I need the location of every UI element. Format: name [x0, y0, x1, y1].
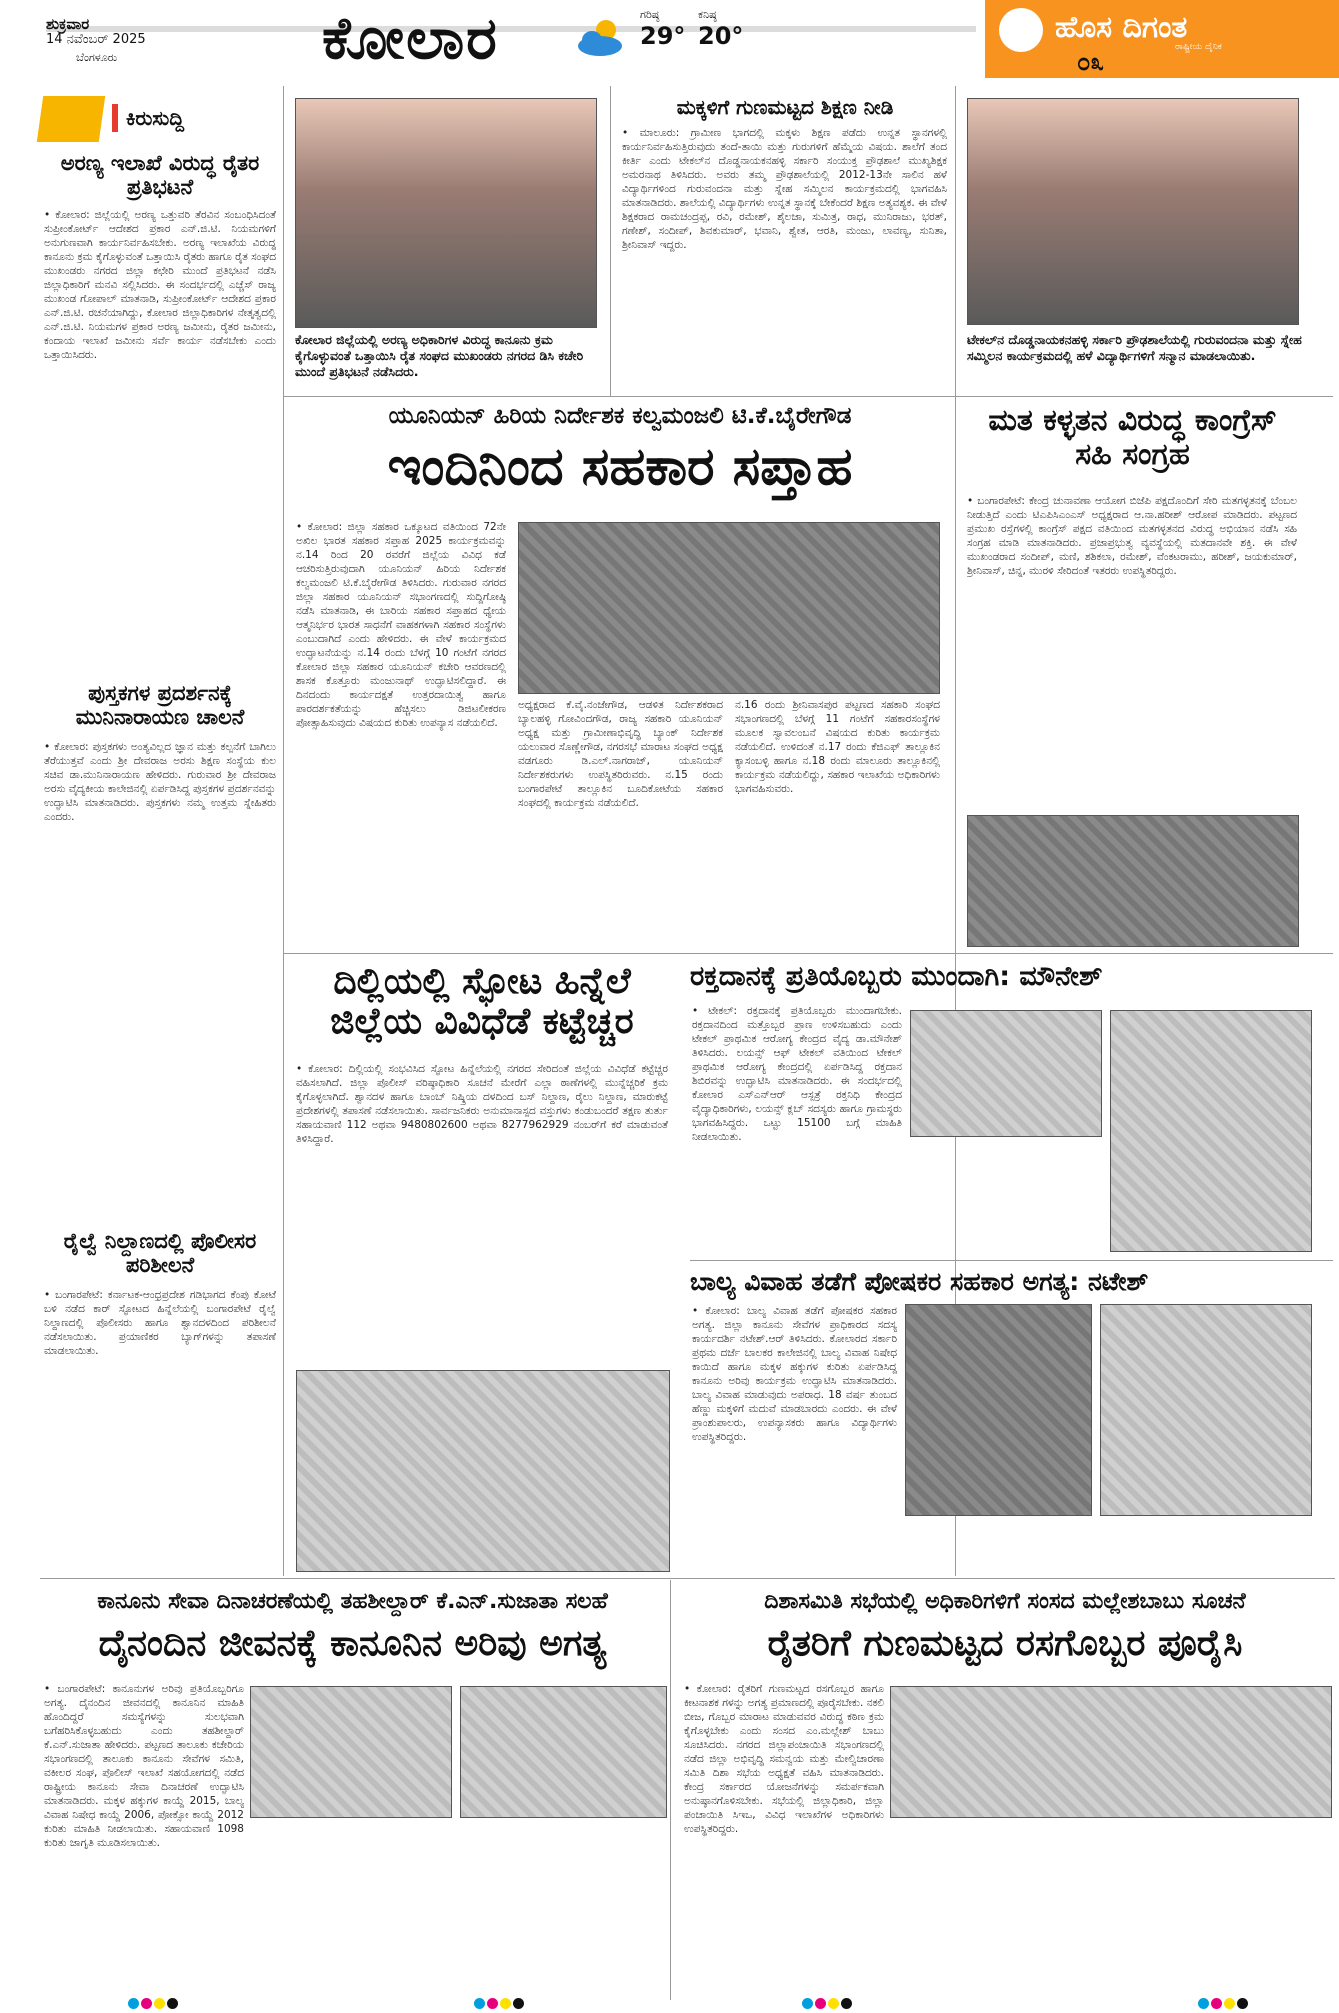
blood-camp-photo	[910, 1010, 1102, 1137]
temp-min: 20°	[698, 22, 744, 50]
brief-body: • ಕೋಲಾರ: ಪುಸ್ತಕಗಳು ಅಂತ್ಯವಿಲ್ಲದ ಜ್ಞಾನ ಮತ್ತು ಕಲ್ಪನೆಗೆ ಬಾಗಿಲು ತೆರೆಯುತ್ತವೆ ಎಂದು ಶ್ರೀ ದೇವರಾಜ ಅರಸು ಶಿಕ್ಷಣ ಸಂಸ್ಥೆಯ ಕುಲ ಸಚಿವ ಡಾ.ಮುನಿನಾರಾಯಣ ಹೇಳಿದರು. ಗುರುವಾರ ಶ್ರೀ ದೇವರಾಜ ಅರಸು ವೈದ್ಯಕೀಯ ಕಾಲೇಜಿನಲ್ಲಿ ಏರ್ಪಡಿಸಿದ್ದ ಪುಸ್ತಕಗಳ ಪ್ರದರ್ಶನವನ್ನು ಉದ್ಘಾಟಿಸಿ ಮಾತನಾಡಿದರು. ಪುಸ್ತಕಗಳು ನಮ್ಮ ಉತ್ತಮ ಸ್ನೇಹಿತರು ಎಂದರು.	[44, 741, 276, 823]
article-headline: ಬಾಲ್ಯ ವಿವಾಹ ತಡೆಗೆ ಪೋಷಕರ ಸಹಕಾರ ಅಗತ್ಯ: ನಟೇಶ್	[690, 1267, 1149, 1296]
photo-caption: ಕೋಲಾರ ಜಿಲ್ಲೆಯಲ್ಲಿ ಅರಣ್ಯ ಅಧಿಕಾರಿಗಳ ವಿರುದ್ಧ ಕಾನೂನು ಕ್ರಮ ಕೈಗೊಳ್ಳುವಂತೆ ಒತ್ತಾಯಿಸಿ ರೈತ ಸಂಘದ ಮುಖಂಡರು ನಗರದ ಡಿಸಿ ಕಚೇರಿ ಮುಂದೆ ಪ್ರತಿಭಟನೆ ನಡೆಸಿದರು.	[295, 332, 584, 379]
section-rule	[690, 1260, 1333, 1261]
article-heading: ಮಕ್ಕಳಿಗೆ ಗುಣಮಟ್ಟದ ಶಿಕ್ಷಣ ನೀಡಿ	[676, 95, 894, 119]
color-register-marks	[474, 1994, 526, 2006]
temp-min-label: ಕನಿಷ್ಠ	[698, 8, 717, 21]
article-body: • ಬಂಗಾರಪೇಟೆ: ಕೇಂದ್ರ ಚುನಾವಣಾ ಆಯೋಗ ಬಿಜೆಪಿ ಪಕ್ಷದೊಂದಿಗೆ ಸೇರಿ ಮತಗಳ್ಳತನಕ್ಕೆ ಬೆಂಬಲ ನೀಡುತ್ತಿದೆ ಎಂದು ಟಿಎಪಿಸಿಎಂಎಸ್ ಅಧ್ಯಕ್ಷರಾದ ಆ.ನಾ.ಹರೀಶ್ ಆರೋಪ ಮಾಡಿದರು. ಪಟ್ಟಣದ ಪ್ರಮುಖ ರಸ್ತೆಗಳಲ್ಲಿ ಕಾಂಗ್ರೆಸ್ ಪಕ್ಷದ ವತಿಯಿಂದ ಮತಗಳ್ಳತನದ ವಿರುದ್ಧ ಅಭಿಯಾನ ನಡೆಸಿ ಸಹಿ ಸಂಗ್ರಹ ಮಾಡಿ ಮಾತನಾಡಿದರು. ಪ್ರಜಾಪ್ರಭುತ್ವ ವ್ಯವಸ್ಥೆಯಲ್ಲಿ ಮತದಾನವೇ ಶಕ್ತಿ. ಈ ವೇಳೆ ಮುಖಂಡರಾದ ಸಂದೀಪ್, ಮಣಿ, ಶಶಿಕಲಾ, ರಮೇಶ್, ವೆಂಕಟರಾಮು, ಹರೀಶ್, ಜಯಕುಮಾರ್, ಶ್ರೀನಿವಾಸ್, ಚಿನ್ನ, ಮುರಳಿ ಸೇರಿದಂತೆ ಇತರರು ಉಪಸ್ಥಿತರಿದ್ದರು.	[967, 495, 1297, 577]
photo-caption: ಟೇಕಲ್‌ನ ದೊಡ್ಡನಾಯಕನಹಳ್ಳಿ ಸರ್ಕಾರಿ ಪ್ರೌಢಶಾಲೆಯಲ್ಲಿ ಗುರುವಂದನಾ ಮತ್ತು ಸ್ನೇಹ ಸಮ್ಮಿಲನ ಕಾರ್ಯಕ್ರಮದಲ್ಲಿ ಹಳೆ ವಿದ್ಯಾರ್ಥಿಗಳಿಗೆ ಸನ್ಮಾನ ಮಾಡಲಾಯಿತು.	[967, 332, 1302, 363]
kiru-suddi-label	[40, 96, 262, 142]
awareness-program-photo	[905, 1304, 1092, 1516]
edition-title: ಕೋಲಾರ	[322, 4, 499, 72]
date-block	[46, 16, 146, 66]
legal-day-photo	[250, 1686, 452, 1818]
article-body: • ಕೋಲಾರ: ಬಾಲ್ಯ ವಿವಾಹ ತಡೆಗೆ ಪೋಷಕರ ಸಹಕಾರ ಅಗತ್ಯ. ಜಿಲ್ಲಾ ಕಾನೂನು ಸೇವೆಗಳ ಪ್ರಾಧಿಕಾರದ ಸದಸ್ಯ ಕಾರ್ಯದರ್ಶಿ ನಟೇಶ್.ಆರ್ ತಿಳಿಸಿದರು. ಕೋಲಾರದ ಸರ್ಕಾರಿ ಪ್ರಥಮ ದರ್ಜೆ ಬಾಲಕರ ಕಾಲೇಜಿನಲ್ಲಿ ಬಾಲ್ಯ ವಿವಾಹ ನಿಷೇಧ ಕಾಯಿದೆ ಹಾಗೂ ಮಕ್ಕಳ ಹಕ್ಕುಗಳ ಕುರಿತು ಏರ್ಪಡಿಸಿದ್ದ ಕಾನೂನು ಅರಿವು ಕಾರ್ಯಕ್ರಮ ಉದ್ಘಾಟಿಸಿ ಮಾತನಾಡಿದರು. ಬಾಲ್ಯ ವಿವಾಹ ಮಾಡುವುದು ಅಪರಾಧ. 18 ವರ್ಷ ತುಂಬದ ಹೆಣ್ಣು ಮಕ್ಕಳಿಗೆ ಮದುವೆ ಮಾಡಬಾರದು ಎಂದರು. ಈ ವೇಳೆ ಪ್ರಾಂಶುಪಾಲರು, ಉಪನ್ಯಾಸಕರು ಹಾಗೂ ವಿದ್ಯಾರ್ಥಿಗಳು ಉಪಸ್ಥಿತರಿದ್ದರು.	[692, 1305, 897, 1443]
article-kicker: ದಿಶಾಸಮಿತಿ ಸಭೆಯಲ್ಲಿ ಅಧಿಕಾರಿಗಳಿಗೆ ಸಂಸದ ಮಲ್ಲೇಶಬಾಬು ಸೂಚನೆ	[764, 1589, 1246, 1614]
date: 14 ನವೆಂಬರ್ 2025	[46, 32, 146, 47]
column-rule	[610, 86, 611, 396]
temp-max-label: ಗರಿಷ್ಠ	[640, 8, 660, 21]
article-body: • ಕೋಲಾರ: ಜಿಲ್ಲಾ ಸಹಕಾರ ಒಕ್ಕೂಟದ ವತಿಯಿಂದ 72ನೇ ಅಖಿಲ ಭಾರತ ಸಹಕಾರ ಸಪ್ತಾಹ 2025 ಕಾರ್ಯಕ್ರಮವನ್ನು ನ.14 ರಿಂದ 20 ರವರೆಗೆ ಜಿಲ್ಲೆಯ ವಿವಿಧ ಕಡೆ ಆಚರಿಸುತ್ತಿರುವುದಾಗಿ ಯೂನಿಯನ್ ಹಿರಿಯ ನಿರ್ದೇಶಕ ಕಲ್ವಮಂಜಲಿ ಟಿ.ಕೆ.ಬೈರೇಗೌಡ ತಿಳಿಸಿದರು. ಗುರುವಾರ ನಗರದ ಜಿಲ್ಲಾ ಸಹಕಾರ ಯೂನಿಯನ್ ಸಭಾಂಗಣದಲ್ಲಿ ಸುದ್ದಿಗೋಷ್ಠಿ ನಡೆಸಿ ಮಾತನಾಡಿ, ಈ ಬಾರಿಯ ಸಹಕಾರ ಸಪ್ತಾಹದ ಧ್ಯೇಯ ಆತ್ಮನಿರ್ಭರ ಭಾರತ ಸಾಧನೆಗೆ ವಾಹಕಗಳಾಗಿ ಸಹಕಾರ ಸಂಸ್ಥೆಗಳು ಎಂಬುದಾಗಿದೆ ಎಂದು ಹೇಳಿದರು. ಈ ವೇಳೆ ಕಾರ್ಯಕ್ರಮದ ಉದ್ಘಾಟನೆಯನ್ನು ನ.14 ರಂದು ಬೆಳಗ್ಗೆ 10 ಗಂಟೆಗೆ ನಗರದ ಕೋಲಾರ ಜಿಲ್ಲಾ ಸಹಕಾರ ಯೂನಿಯನ್ ಕಚೇರಿ ಆವರಣದಲ್ಲಿ ಶಾಸಕ ಕೊತ್ತೂರು ಮಂಜುನಾಥ್ ಉದ್ಘಾಟಿಸಲಿದ್ದಾರೆ. ಈ ದಿನದಂದು ಕಾರ್ಯದಕ್ಷತೆ ಉತ್ತರದಾಯಿತ್ವ ಹಾಗೂ ಪಾರದರ್ಶಕತೆಯನ್ನು ಹೆಚ್ಚಿಸಲು ಡಿಜಿಟಲೀಕರಣ ಪೋತ್ಸಾಹಿಸುವುದು ವಿಷಯದ ಕುರಿತು ಉಪನ್ಯಾಸ ನಡೆಯಲಿದೆ.	[296, 521, 506, 729]
weekday: ಶುಕ್ರವಾರ	[46, 15, 90, 33]
felicitation-photo	[967, 98, 1299, 325]
article-body: ಅಧ್ಯಕ್ಷರಾದ ಕೆ.ವೈ.ನಂಜೇಗೌಡ, ಆಡಳಿತ ನಿರ್ದೇಶಕರಾದ ಬ್ಯಾಲಹಳ್ಳಿ ಗೋವಿಂದಗೌಡ, ರಾಜ್ಯ ಸಹಕಾರಿ ಯೂನಿಯನ್ ಅಧ್ಯಕ್ಷ ಮತ್ತು ಗ್ರಾಮೀಣಾಭಿವೃದ್ಧಿ ಬ್ಯಾಂಕ್ ನಿರ್ದೇಶಕ ಯಲುವಾರ ಸೊಣ್ಣೇಗೌಡ, ನಗರಸಭೆ ಮಾರಾಟ ಸಂಘದ ಅಧ್ಯಕ್ಷ ವಡಗೂರು ಡಿ.ಎಲ್.ನಾಗರಾಜ್, ಯೂನಿಯನ್ ನಿರ್ದೇಶಕರುಗಳು ಉಪಸ್ಥಿತರಿರುವರು. ನ.15 ರಂದು ಬಂಗಾರಪೇಟೆ ತಾಲ್ಲೂಕಿನ ಬೂದಿಕೋಟೆಯ ಸಹಕಾರ ಸಂಘದಲ್ಲಿ ಕಾರ್ಯಕ್ರಮ ನಡೆಯಲಿದೆ.	[518, 699, 723, 809]
press-meet-photo	[518, 522, 940, 694]
brief-heading: ಪುಸ್ತಕಗಳ ಪ್ರದರ್ಶನಕ್ಕೆ ಮುನಿನಾರಾಯಣ ಚಾಲನೆ	[75, 681, 245, 729]
article-headline: ಮತ ಕಳ್ಳತನ ವಿರುದ್ಧ ಕಾಂಗ್ರೆಸ್ ಸಹಿ ಸಂಗ್ರಹ	[988, 403, 1277, 472]
awareness-program-photo-2	[1100, 1304, 1312, 1516]
color-register-marks	[128, 1994, 180, 2006]
section-label: ಕಿರುಸುದ್ದಿ	[112, 104, 250, 132]
column-rule	[283, 86, 284, 1576]
weather-icon	[572, 18, 624, 48]
brief-heading: ಅರಣ್ಯ ಇಲಾಖೆ ವಿರುದ್ಧ ರೈತರ ಪ್ರತಿಭಟನೆ	[60, 151, 260, 199]
section-rule	[283, 396, 1333, 397]
column-rule	[670, 1580, 671, 2000]
temp-max: 29°	[640, 22, 686, 50]
hand-icon	[37, 96, 105, 142]
article-headline: ಇಂದಿನಿಂದ ಸಹಕಾರ ಸಪ್ತಾಹ	[387, 437, 853, 497]
article-body: • ಕೋಲಾರ: ರೈತರಿಗೆ ಗುಣಮಟ್ಟದ ರಸಗೊಬ್ಬರ ಹಾಗೂ ಕೀಟನಾಶಕ ಗಳನ್ನು ಅಗತ್ಯ ಪ್ರಮಾಣದಲ್ಲಿ ಪೂರೈಸಬೇಕು. ನಕಲಿ ಬೀಜ, ಗೊಬ್ಬರ ಮಾರಾಟ ಮಾಡುವವರ ವಿರುದ್ಧ ಕಠಿಣ ಕ್ರಮ ಕೈಗೊಳ್ಳಬೇಕು ಎಂದು ಸಂಸದ ಎಂ.ಮಲ್ಲೇಶ್ ಬಾಬು ಸೂಚಿಸಿದರು. ನಗರದ ಜಿಲ್ಲಾಪಂಚಾಯಿತಿ ಸಭಾಂಗಣದಲ್ಲಿ ನಡೆದ ಜಿಲ್ಲಾ ಅಭಿವೃದ್ಧಿ ಸಮನ್ವಯ ಮತ್ತು ಮೇಲ್ವಿಚಾರಣಾ ಸಮಿತಿ ದಿಶಾ ಸಭೆಯ ಅಧ್ಯಕ್ಷತೆ ವಹಿಸಿ ಮಾತನಾಡಿದರು. ಕೇಂದ್ರ ಸರ್ಕಾರದ ಯೋಜನೆಗಳನ್ನು ಸಮರ್ಪಕವಾಗಿ ಅನುಷ್ಠಾನಗೊಳಿಸಬೇಕು. ಸಭೆಯಲ್ಲಿ ಜಿಲ್ಲಾಧಿಕಾರಿ, ಜಿಲ್ಲಾ ಪಂಚಾಯಿತಿ ಸಿಇಒ, ವಿವಿಧ ಇಲಾಖೆಗಳ ಅಧಿಕಾರಿಗಳು ಉಪಸ್ಥಿತರಿದ್ದರು.	[684, 1683, 884, 1835]
brand-logo-icon	[999, 8, 1043, 52]
article-headline: ದಿಲ್ಲಿಯಲ್ಲಿ ಸ್ಫೋಟ ಹಿನ್ನೆಲೆ ಜಿಲ್ಲೆಯ ವಿವಿಧೆಡೆ ಕಟ್ಟೆಚ್ಚರ	[330, 961, 634, 1043]
article-body: ನ.16 ರಂದು ಶ್ರೀನಿವಾಸಪುರ ಪಟ್ಟಣದ ಸಹಕಾರಿ ಸಂಘದ ಸಭಾಂಗಣದಲ್ಲಿ ಬೆಳಗ್ಗೆ 11 ಗಂಟೆಗೆ ಸಹಕಾರಸಂಸ್ಥೆಗಳ ಮೂಲಕ ಸ್ವಾವಲಂಬನೆ ವಿಷಯದ ಕುರಿತು ಕಾರ್ಯಕ್ರಮ ನಡೆಯಲಿದೆ. ಉಳಿದಂತೆ ನ.17 ರಂದು ಕೆಜಿಎಫ್ ತಾಲ್ಲೂಕಿನ ಕ್ಯಾಸಂಬಳ್ಳಿ ಹಾಗೂ ನ.18 ರಂದು ಮಾಲೂರು ತಾಲ್ಲೂಕಿನಲ್ಲಿ ಕಾರ್ಯಕ್ರಮ ನಡೆಯಲಿದ್ದು, ಸಹಕಾರ ಇಲಾಖೆಯ ಅಧಿಕಾರಿಗಳು ಭಾಗವಹಿಸುವರು.	[735, 699, 940, 795]
brief-heading: ರೈಲ್ವೆ ನಿಲ್ದಾಣದಲ್ಲಿ ಪೊಲೀಸರ ಪರಿಶೀಲನೆ	[63, 1229, 257, 1277]
article-body: • ಟೇಕಲ್: ರಕ್ತದಾನಕ್ಕೆ ಪ್ರತಿಯೊಬ್ಬರು ಮುಂದಾಗಬೇಕು. ರಕ್ತದಾನದಿಂದ ಮತ್ತೊಬ್ಬರ ಪ್ರಾಣ ಉಳಿಸಬಹುದು ಎಂದು ಟೇಕಲ್ ಪ್ರಾಥಮಿಕ ಆರೋಗ್ಯ ಕೇಂದ್ರದ ವೈದ್ಯ ಡಾ.ಮೌನೇಶ್ ತಿಳಿಸಿದರು. ಲಯನ್ಸ್ ಆಫ್ ಟೇಕಲ್ ವತಿಯಿಂದ ಟೇಕಲ್ ಪ್ರಾಥಮಿಕ ಆರೋಗ್ಯ ಕೇಂದ್ರದಲ್ಲಿ ಏರ್ಪಡಿಸಿದ್ದ ರಕ್ತದಾನ ಶಿಬಿರವನ್ನು ಉದ್ಘಾಟಿಸಿ ಮಾತನಾಡಿದರು. ಈ ಸಂದರ್ಭದಲ್ಲಿ ಕೋಲಾರ ಎಸ್‌ಎನ್‌ಆರ್ ಆಸ್ಪತ್ರೆ ರಕ್ತನಿಧಿ ಕೇಂದ್ರದ ವೈದ್ಯಾಧಿಕಾರಿಗಳು, ಲಯನ್ಸ್ ಕ್ಲಬ್ ಸದಸ್ಯರು ಹಾಗೂ ಗ್ರಾಮಸ್ಥರು ಭಾಗವಹಿಸಿದ್ದರು. ಒಟ್ಟು 15100 ಬಗ್ಗೆ ಮಾಹಿತಿ ನೀಡಲಾಯಿತು.	[692, 1005, 902, 1143]
masthead	[0, 0, 1339, 82]
article-body: • ಬಂಗಾರಪೇಟೆ: ಕಾನೂನುಗಳ ಅರಿವು ಪ್ರತಿಯೊಬ್ಬರಿಗೂ ಅಗತ್ಯ. ದೈನಂದಿನ ಜೀವನದಲ್ಲಿ ಕಾನೂನಿನ ಮಾಹಿತಿ ಹೊಂದಿದ್ದರೆ ಸಮಸ್ಯೆಗಳನ್ನು ಸುಲಭವಾಗಿ ಬಗೆಹರಿಸಿಕೊಳ್ಳಬಹುದು ಎಂದು ತಹಶೀಲ್ದಾರ್ ಕೆ.ಎನ್.ಸುಜಾತಾ ಹೇಳಿದರು. ಪಟ್ಟಣದ ತಾಲೂಕು ಕಚೇರಿಯ ಸಭಾಂಗಣದಲ್ಲಿ ತಾಲೂಕು ಕಾನೂನು ಸೇವೆಗಳ ಸಮಿತಿ, ವಕೀಲರ ಸಂಘ, ಪೊಲೀಸ್ ಇಲಾಖೆ ಸಹಯೋಗದಲ್ಲಿ ನಡೆದ ರಾಷ್ಟ್ರೀಯ ಕಾನೂನು ಸೇವಾ ದಿನಾಚರಣೆ ಉದ್ಘಾಟಿಸಿ ಮಾತನಾಡಿದರು. ಮಕ್ಕಳ ಹಕ್ಕುಗಳ ಕಾಯ್ದೆ 2015, ಬಾಲ್ಯ ವಿವಾಹ ನಿಷೇಧ ಕಾಯ್ದೆ 2006, ಪೋಕ್ಸೋ ಕಾಯ್ದೆ 2012 ಕುರಿತು ಮಾಹಿತಿ ನೀಡಲಾಯಿತು. ಸಹಾಯವಾಣಿ 1098 ಕುರಿತು ಜಾಗೃತಿ ಮೂಡಿಸಲಾಯಿತು.	[44, 1683, 244, 1849]
brief-body: • ಬಂಗಾರಪೇಟೆ: ಕರ್ನಾಟಕ-ಆಂಧ್ರಪ್ರದೇಶ ಗಡಿಭಾಗದ ಕೆಂಪು ಕೋಟೆ ಬಳಿ ನಡೆದ ಕಾರ್ ಸ್ಫೋಟದ ಹಿನ್ನೆಲೆಯಲ್ಲಿ ಬಂಗಾರಪೇಟೆ ರೈಲ್ವೆ ನಿಲ್ದಾಣದಲ್ಲಿ ಪೊಲೀಸರು ಹಾಗೂ ಶ್ವಾನದಳದಿಂದ ಪರಿಶೀಲನೆ ನಡೆಸಲಾಯಿತು. ಪ್ರಯಾಣಿಕರ ಬ್ಯಾಗ್‌ಗಳನ್ನು ತಪಾಸಣೆ ಮಾಡಲಾಯಿತು.	[44, 1289, 276, 1357]
legal-day-photo-2	[460, 1686, 667, 1818]
page-number: ೦೩	[1077, 48, 1104, 76]
article-body: • ಮಾಲೂರು: ಗ್ರಾಮೀಣ ಭಾಗದಲ್ಲಿ ಮಕ್ಕಳು ಶಿಕ್ಷಣ ಪಡೆದು ಉನ್ನತ ಸ್ಥಾನಗಳಲ್ಲಿ ಕಾರ್ಯನಿರ್ವಹಿಸುತ್ತಿರುವುದು ತಂದೆ-ತಾಯಿ ಮತ್ತು ಗುರುಗಳಿಗೆ ಹೆಮ್ಮೆಯ ವಿಷಯ. ಶಾಲೆಗೆ ತಂದ ಕೀರ್ತಿ ಎಂದು ಟೇಕಲ್‌ನ ದೊಡ್ಡನಾಯಕನಹಳ್ಳಿ ಸರ್ಕಾರಿ ಸಂಯುಕ್ತ ಪ್ರೌಢಶಾಲೆ ಮುಖ್ಯಶಿಕ್ಷಕ ಅಮರನಾಥ ತಿಳಿಸಿದರು. ಅವರು ತಮ್ಮ ಪ್ರೌಢಶಾಲೆಯಲ್ಲಿ 2012-13ನೇ ಸಾಲಿನ ಹಳೆ ವಿದ್ಯಾರ್ಥಿಗಳಿಂದ ಗುರುವಂದನಾ ಮತ್ತು ಸ್ನೇಹ ಸಮ್ಮಿಲನ ಕಾರ್ಯಕ್ರಮದಲ್ಲಿ ಭಾಗವಹಿಸಿ ಮಾತನಾಡಿದರು. ಶಾಲೆಯಲ್ಲಿ ವಿದ್ಯಾರ್ಥಿಗಳು ಉನ್ನತ ಸ್ಥಾನಕ್ಕೆ ಬೇಕೆಂದರೆ ಶಿಕ್ಷಣ ಅತ್ಯವಶ್ಯಕ. ಈ ವೇಳೆ ಶಿಕ್ಷಕರಾದ ರಾಮಚಂದ್ರಪ್ಪ, ರವಿ, ರಮೇಶ್, ಶೈಲಜಾ, ಸುಮಿತ್ರ, ರಾಧ, ಮುನಿರಾಜು, ಭರತ್, ಗಣೇಶ್, ಸಂದೀಪ್, ಶಿವಕುಮಾರ್, ಭವಾನಿ, ಶ್ವೇತ, ಆರತಿ, ಮಂಜು, ಲಾವಣ್ಯ, ಸುನಿತಾ, ಶ್ರೀನಿವಾಸ್ ಇದ್ದರು.	[622, 127, 947, 251]
color-register-marks	[802, 1994, 854, 2006]
blood-camp-photo-2	[1110, 1010, 1312, 1252]
disha-meeting-photo	[890, 1686, 1332, 1818]
police-check-photo	[296, 1370, 670, 1572]
brand-name: ಹೊಸ ದಿಗಂತ	[1055, 10, 1188, 45]
edition-city: ಬೆಂಗಳೂರು	[76, 51, 118, 64]
article-headline: ರಕ್ತದಾನಕ್ಕೆ ಪ್ರತಿಯೊಬ್ಬರು ಮುಂದಾಗಿ: ಮೌನೇಶ್	[690, 961, 1103, 992]
article-kicker: ಯೂನಿಯನ್ ಹಿರಿಯ ನಿರ್ದೇಶಕ ಕಲ್ವಮಂಜಲಿ ಟಿ.ಕೆ.ಬೈರೇಗೌಡ	[388, 403, 852, 429]
masthead-bar	[46, 26, 976, 32]
color-register-marks	[1198, 1994, 1250, 2006]
brand-block	[985, 0, 1339, 78]
article-headline: ದೈನಂದಿನ ಜೀವನಕ್ಕೆ ಕಾನೂನಿನ ಅರಿವು ಅಗತ್ಯ	[98, 1623, 607, 1664]
section-rule	[40, 1578, 1335, 1579]
article-kicker: ಕಾನೂನು ಸೇವಾ ದಿನಾಚರಣೆಯಲ್ಲಿ ತಹಶೀಲ್ದಾರ್ ಕೆ.ಎನ್.ಸುಜಾತಾ ಸಲಹೆ	[97, 1589, 608, 1614]
signature-campaign-photo	[967, 815, 1299, 947]
brief-body: • ಕೋಲಾರ: ಜಿಲ್ಲೆಯಲ್ಲಿ ಅರಣ್ಯ ಒತ್ತುವರಿ ತೆರವಿನ ಸಂಬಂಧಿಸಿದಂತೆ ಸುಪ್ರೀಂಕೋರ್ಟ್ ಆದೇಶದ ಪ್ರಕಾರ ಎನ್.ಜಿ.ಟಿ. ನಿಯಮಗಳಿಗೆ ಅನುಗುಣವಾಗಿ ಕಾರ್ಯನಿರ್ವಹಿಸಬೇಕು. ಅರಣ್ಯ ಇಲಾಖೆಯ ವಿರುದ್ಧ ಕಾನೂನು ಕ್ರಮ ಕೈಗೊಳ್ಳುವಂತೆ ಒತ್ತಾಯಿಸಿ ರೈತರು ಹಾಗೂ ರೈತ ಸಂಘದ ಮುಖಂಡರು ನಗರದ ಜಿಲ್ಲಾ ಕಛೇರಿ ಮುಂದೆ ಪ್ರತಿಭಟನೆ ನಡೆಸಿ ಜಿಲ್ಲಾಧಿಕಾರಿಗೆ ಮನವಿ ಸಲ್ಲಿಸಿದರು. ಈ ಸಂದರ್ಭದಲ್ಲಿ ಎಚ್ಚೆಸ್ ರಾಜ್ಯ ಮುಖಂಡ ಗೋಪಾಲ್ ಮಾತನಾಡಿ, ಸುಪ್ರೀಂಕೋರ್ಟ್ ಆದೇಶದ ಪ್ರಕಾರ ಎನ್.ಜಿ.ಟಿ. ರಚನೆಯಾಗಿದ್ದು, ಕೋಲಾರ ಜಿಲ್ಲಾಧಿಕಾರಿಗಳ ನೇತೃತ್ವದಲ್ಲಿ ಎನ್.ಜಿ.ಟಿ. ನಿಯಮಗಳ ಪ್ರಕಾರ ಅರಣ್ಯ ಜಮೀನು, ರೈತರ ಜಮೀನು, ಕಂದಾಯ ಇಲಾಖೆ ಜಮೀನು ಸರ್ವೆ ಕಾರ್ಯ ನಡೆಸಬೇಕು ಎಂದು ಒತ್ತಾಯಿಸಿದರು.	[44, 209, 276, 361]
protest-photo	[295, 98, 597, 328]
section-rule	[283, 953, 1333, 954]
article-body: • ಕೋಲಾರ: ದಿಲ್ಲಿಯಲ್ಲಿ ಸಂಭವಿಸಿದ ಸ್ಫೋಟ ಹಿನ್ನೆಲೆಯಲ್ಲಿ ನಗರದ ಸೇರಿದಂತೆ ಜಿಲ್ಲೆಯ ವಿವಿಧೆಡೆ ಕಟ್ಟೆಚ್ಚರ ವಹಿಸಲಾಗಿದೆ. ಜಿಲ್ಲಾ ಪೊಲೀಸ್ ವರಿಷ್ಠಾಧಿಕಾರಿ ಸೂಚನೆ ಮೇರೆಗೆ ಎಲ್ಲಾ ಠಾಣೆಗಳಲ್ಲಿ ಮುನ್ನೆಚ್ಚರಿಕೆ ಕ್ರಮ ಕೈಗೊಳ್ಳಲಾಗಿದೆ. ಶ್ವಾನದಳ ಹಾಗೂ ಬಾಂಬ್ ನಿಷ್ಕ್ರಿಯ ದಳದಿಂದ ಬಸ್ ನಿಲ್ದಾಣ, ರೈಲು ನಿಲ್ದಾಣ, ಮಾರುಕಟ್ಟೆ ಪ್ರದೇಶಗಳಲ್ಲಿ ತಪಾಸಣೆ ನಡೆಸಲಾಯಿತು. ಸಾರ್ವಜನಿಕರು ಅನುಮಾನಾಸ್ಪದ ವಸ್ತುಗಳು ಕಂಡುಬಂದರೆ ತಕ್ಷಣ ತುರ್ತು ಸಹಾಯವಾಣಿ 112 ಅಥವಾ 9480802600 ಅಥವಾ 8277962929 ನಂಬರ್‌ಗೆ ಕರೆ ಮಾಡುವಂತೆ ತಿಳಿಸಿದ್ದಾರೆ.	[296, 1063, 668, 1145]
brand-tagline: ರಾಷ್ಟ್ರೀಯ ದೈನಿಕ	[1175, 42, 1222, 52]
article-headline: ರೈತರಿಗೆ ಗುಣಮಟ್ಟದ ರಸಗೊಬ್ಬರ ಪೂರೈಸಿ	[767, 1623, 1243, 1664]
